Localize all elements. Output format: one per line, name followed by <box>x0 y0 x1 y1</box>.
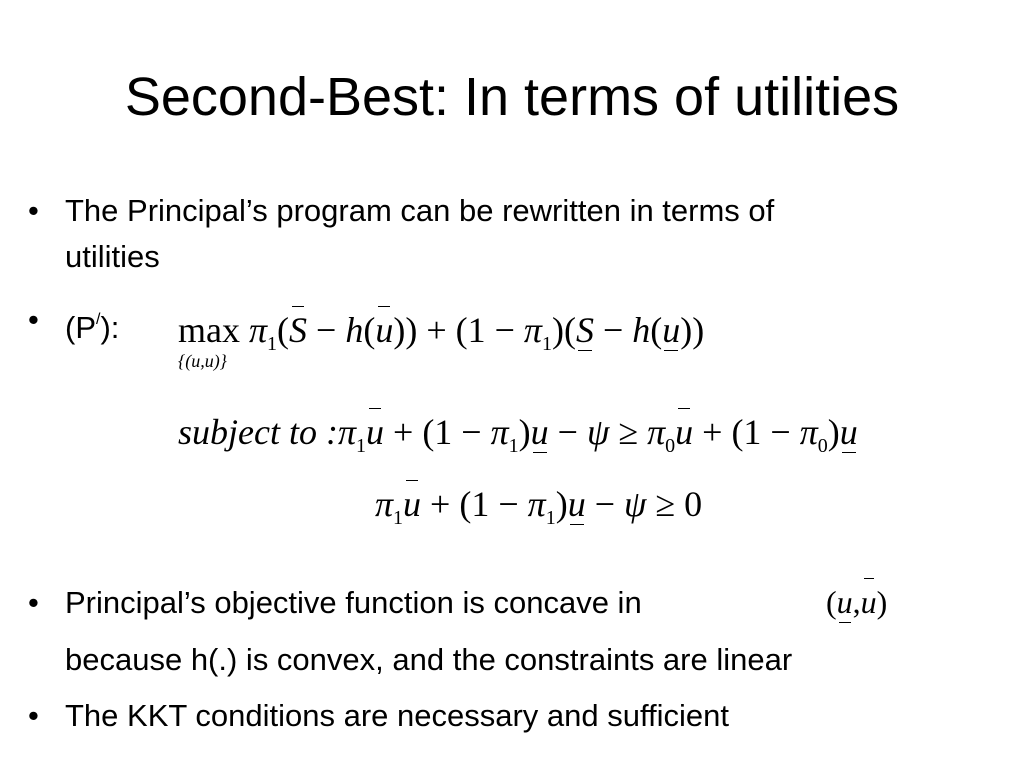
bullet-continuation: because h(.) is convex, and the constraints are linear <box>65 642 793 677</box>
bullet-marker: • <box>28 585 39 620</box>
subject-to-label: subject to : <box>178 412 338 452</box>
problem-label: (P/): <box>65 310 120 345</box>
bullet-text: Principal’s objective function is concave in <box>65 585 642 620</box>
slide-title: Second-Best: In terms of utilities <box>124 67 900 127</box>
max-subscript: {(u,u)} <box>178 351 227 371</box>
max-operator: max <box>178 310 240 350</box>
bullet-marker: • <box>28 302 39 337</box>
utility-pair: (u,u) <box>826 580 887 624</box>
bullet-text: The KKT conditions are necessary and sufficient <box>65 698 730 733</box>
incentive-constraint: subject to $:\pi_1u + (1 - \pi_1)u - \psi \ge \pi_0u + (1 - \pi_0)u$ <box>178 412 858 457</box>
participation-constraint: $\pi_1u + (1 - \pi_1)u - \psi \ge 0$ <box>375 484 703 529</box>
bullet-marker: • <box>28 698 39 733</box>
bullet-continuation: utilities <box>65 239 160 274</box>
bullet-marker: • <box>28 193 39 228</box>
objective-formula: $\max \pi_1(S - h(u)) + (1 - \pi_1)(S - h(u))$ <box>178 310 705 355</box>
bullet-text: The Principal’s program can be rewritten in terms of <box>65 193 775 228</box>
